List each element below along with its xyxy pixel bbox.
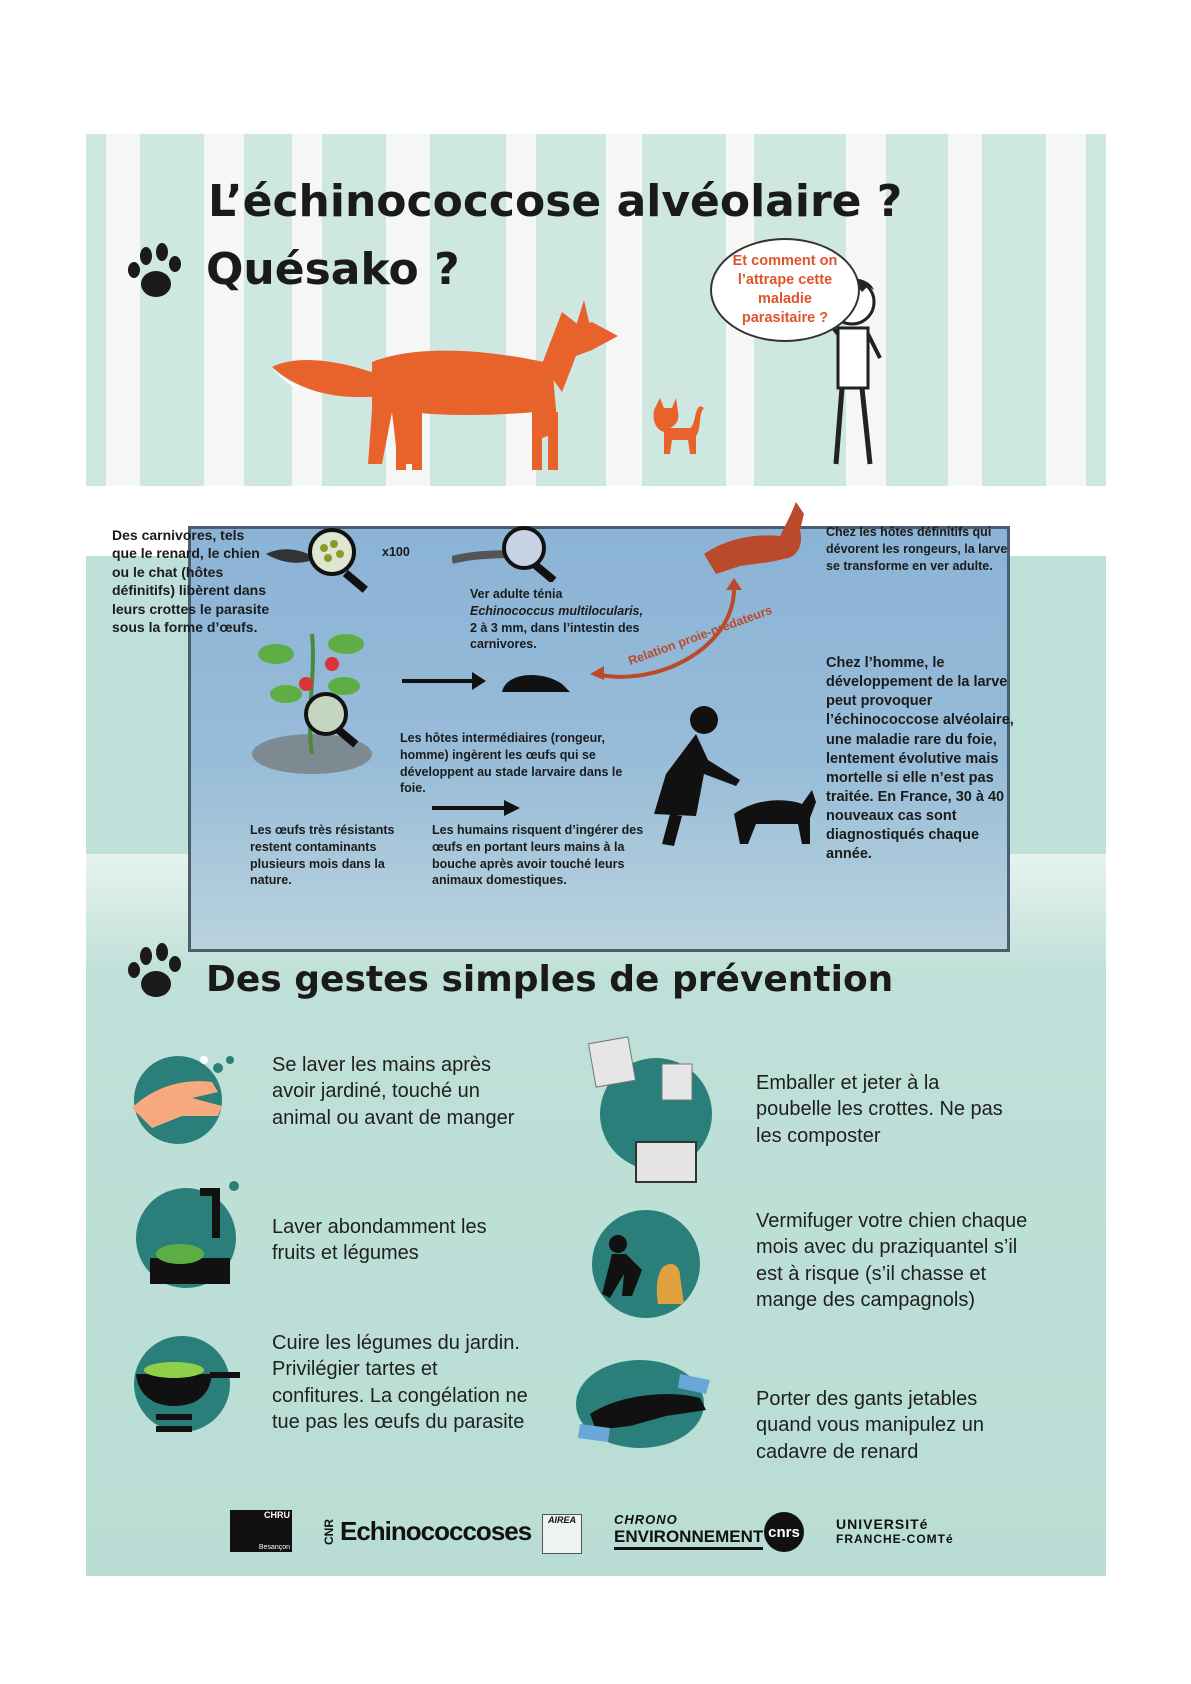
fox-illustration — [262, 292, 642, 492]
gloves-fox-carcass-icon — [570, 1354, 720, 1454]
strawberry-plant-icon — [246, 614, 376, 774]
chru-logo: CHRU Besançon — [230, 1510, 292, 1552]
bag-disposal-icon — [586, 1034, 716, 1184]
intermediate-hosts-text: Les hôtes intermédiaires (rongeur, homme) ingèrent les œufs qui se développent au stade larvaire dans le foie. — [400, 731, 623, 796]
speech-bubble: Et comment on l’attrape cette maladie parasitaire ? — [710, 238, 860, 342]
relation-label: Relation proie-prédateurs — [626, 602, 775, 669]
credit-text — [1060, 1407, 1067, 1409]
eggs-resistance-text: Les œufs très résistants restent contaminants plusieurs mois dans la nature. — [250, 823, 395, 888]
arrow-to-humans — [432, 798, 522, 818]
tip-wash-vegetables: Laver abondamment les fruits et légumes — [272, 1216, 487, 1265]
prevention-title: Des gestes simples de prévention — [206, 959, 894, 1000]
paw-print-icon — [122, 242, 184, 304]
chrono-environnement-logo: CHRONO ENVIRONNEMENT — [614, 1512, 763, 1550]
cooking-pan-icon — [122, 1334, 242, 1444]
birch-trunk — [948, 134, 982, 504]
magnifier-eggs-icon — [266, 524, 386, 594]
arrow-to-rodent — [402, 666, 572, 696]
magnification-label: x100 — [382, 545, 410, 559]
magnifier-worm-icon — [452, 522, 582, 582]
universite-franche-comte-logo: UNIVERSITé FRANCHE-COMTé — [836, 1516, 954, 1546]
paw-print-icon — [122, 942, 184, 1004]
tip-cook-vegetables: Cuire les légumes du jardin. Privilégier tartes et confitures. La congélation ne tue pas les œufs du parasite — [272, 1332, 528, 1434]
hand-washing-icon — [122, 1048, 242, 1148]
washing-vegetables-icon — [130, 1178, 240, 1298]
cnr-echinococcoses-logo: CNR Echinococcoses — [322, 1516, 532, 1546]
poster-subtitle: Quésako ? — [206, 244, 460, 295]
carnivores-text: Des carnivores, tels que le renard, le chien ou le chat (hôtes définitifs) libèrent dans leurs crottes le parasite sous la forme d’œufs. — [112, 527, 270, 636]
airea-logo: AIREA — [542, 1514, 582, 1554]
humans-risk-text: Les humains risquent d’ingérer des œufs en portant leurs mains à la bouche après avoir touché leurs animaux domestiques. — [432, 823, 644, 888]
tip-deworm-dog: Vermifuger votre chien chaque mois avec du praziquantel s’il est à risque (s’il chasse et mange des campagnols) — [756, 1210, 1028, 1312]
poster — [86, 134, 1106, 1576]
jumping-fox-icon — [700, 496, 810, 586]
cat-illustration — [650, 396, 706, 458]
cnrs-logo: cnrs — [764, 1512, 804, 1552]
adult-worm-text: Ver adulte ténia Echinococcus multilocularis, 2 à 3 mm, dans l’intestin des carnivores. — [470, 587, 643, 652]
birch-trunk — [1046, 134, 1086, 504]
human-disease-text: Chez l’homme, le développement de la larve peut provoquer l’échinococcose alvéolaire, une maladie rare du foie, lentement évolutive mais mortelle si elle n’est pas traitée. En France, 30 à 40 nouveaux cas sont diagnostiqués chaque année. — [826, 655, 1014, 863]
tip-wear-gloves: Porter des gants jetables quand vous manipulez un cadavre de renard — [756, 1388, 984, 1463]
birch-trunk — [106, 134, 140, 504]
definitive-hosts-text: Chez les hôtes définitifs qui dévorent les rongeurs, la larve se transforme en ver adulte. — [826, 525, 1008, 573]
tip-wash-hands: Se laver les mains après avoir jardiné, touché un animal ou avant de manger — [272, 1054, 515, 1129]
poster-title: L’échinococcose alvéolaire ? — [208, 176, 903, 227]
tip-dispose-droppings: Emballer et jeter à la poubelle les crottes. Ne pas les composter — [756, 1072, 1003, 1147]
deworm-dog-icon — [586, 1204, 706, 1324]
